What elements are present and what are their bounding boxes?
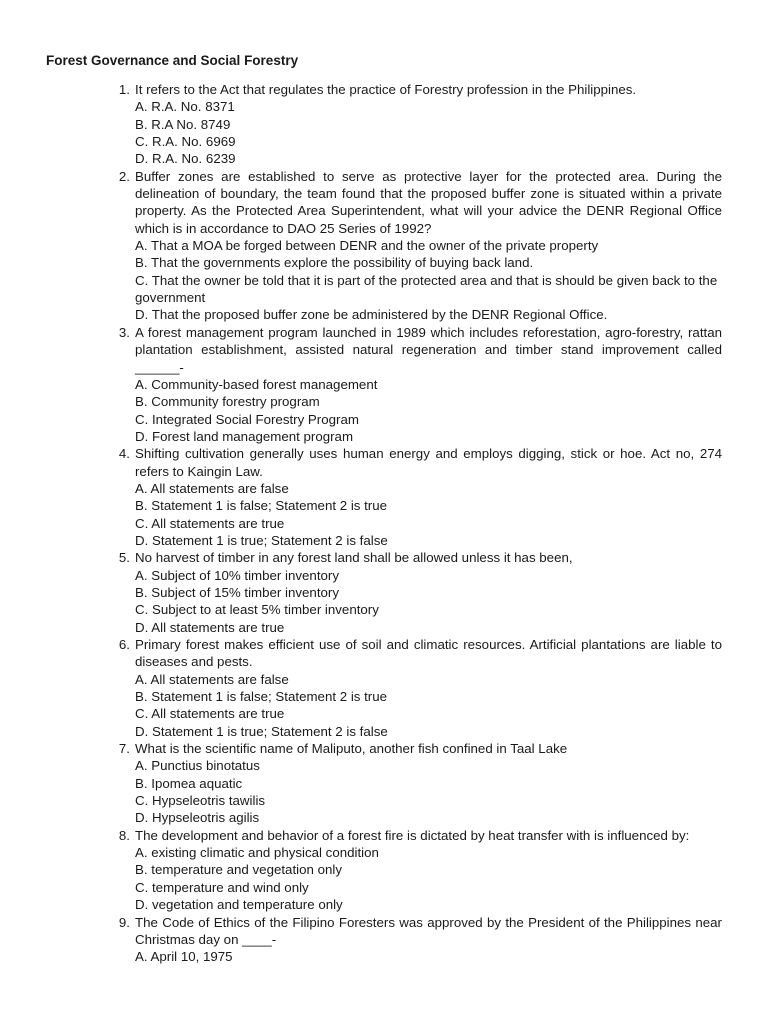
answer-option: A. All statements are false [135, 671, 289, 687]
answer-option: A. Punctius binotatus [135, 758, 260, 774]
question-text: A forest management program launched in 1989 which includes reforestation, agro-forestry, rattan plantation establishment, assisted natural regeneration and timber stand improvement called ______- [135, 324, 722, 375]
answer-option: D. Hypseleotris agilis [135, 810, 260, 826]
question-list [0, 81, 768, 966]
answer-option: B. Subject of 15% timber inventory [135, 584, 339, 600]
question-item [0, 324, 768, 445]
answer-option: C. Integrated Social Forestry Program [135, 411, 359, 427]
answer-option: C. Hypseleotris tawilis [135, 793, 266, 809]
question-number: 8. [118, 827, 130, 843]
question-item [0, 168, 768, 324]
answer-option: A. All statements are false [135, 480, 289, 496]
answer-option: C. R.A. No. 6969 [135, 134, 236, 150]
question-number: 7. [118, 741, 130, 757]
question-item [0, 549, 768, 636]
answer-option: C. All statements are true [135, 706, 285, 722]
question-item [0, 740, 768, 827]
answer-option: C. Subject to at least 5% timber inventory [135, 602, 379, 618]
question-item [0, 636, 768, 740]
question-number: 6. [118, 637, 130, 652]
document-title: Forest Governance and Social Forestry [46, 53, 299, 68]
question-item [0, 81, 768, 168]
answer-option: A. That a MOA be forged between DENR and the owner of the private property [135, 238, 599, 254]
answer-option: D. R.A. No. 6239 [135, 151, 236, 167]
answer-option: A. April 10, 1975 [135, 949, 233, 965]
question-text: It refers to the Act that regulates the practice of Forestry profession in the Philippines. [135, 82, 637, 97]
answer-option: B. R.A No. 8749 [135, 116, 231, 132]
question-number: 4. [118, 446, 130, 462]
question-number: 5. [118, 550, 130, 566]
answer-option: A. Community-based forest management [135, 376, 378, 392]
question-item [0, 827, 768, 914]
answer-option: C. All statements are true [135, 515, 285, 531]
question-text: Shifting cultivation generally uses human energy and employs digging, stick or hoe. Act no, 274 refers to Kaingin Law. [135, 446, 722, 479]
question-text: Buffer zones are established to serve as protective layer for the protected area. During the delineation of boundary, the team found that the proposed buffer zone is situated within a private property. As the Protected Area Superintendent, what will your advice the DENR Regional Office which is in accordance to DAO 25 Series of 1992? [135, 168, 722, 236]
question-item [0, 445, 768, 549]
question-number: 2. [118, 168, 130, 184]
question-text: Primary forest makes efficient use of soil and climatic resources. Artificial plantations are liable to diseases and pests. [135, 637, 722, 670]
answer-option: C. That the owner be told that it is part of the protected area and that is should be given back to the government [135, 272, 718, 306]
answer-option: B. Statement 1 is false; Statement 2 is true [135, 498, 388, 514]
answer-option: B. temperature and vegetation only [135, 862, 342, 878]
question-item [0, 914, 768, 966]
answer-option: D. Statement 1 is true; Statement 2 is false [135, 723, 388, 739]
answer-option: D. vegetation and temperature only [135, 897, 343, 913]
answer-option: A. existing climatic and physical condition [135, 845, 379, 861]
question-text: What is the scientific name of Maliputo, another fish confined in Taal Lake [135, 741, 568, 757]
question-number: 3. [118, 324, 130, 340]
answer-option: B. Statement 1 is false; Statement 2 is true [135, 689, 388, 705]
question-number: 1. [118, 82, 130, 97]
question-number: 9. [118, 914, 130, 930]
answer-option: C. temperature and wind only [135, 879, 309, 895]
answer-option: D. All statements are true [135, 619, 285, 635]
answer-option: D. Statement 1 is true; Statement 2 is false [135, 532, 388, 548]
question-text: The Code of Ethics of the Filipino Foresters was approved by the President of the Philippines near Christmas day on ____- [135, 914, 722, 947]
question-text: No harvest of timber in any forest land shall be allowed unless it has been, [135, 550, 573, 566]
answer-option: B. Community forestry program [135, 394, 320, 410]
answer-option: D. That the proposed buffer zone be administered by the DENR Regional Office. [135, 307, 608, 323]
answer-option: D. Forest land management program [135, 428, 354, 444]
answer-option: A. R.A. No. 8371 [135, 99, 235, 115]
answer-option: B. Ipomea aquatic [135, 775, 243, 791]
answer-option: A. Subject of 10% timber inventory [135, 567, 339, 583]
question-text: The development and behavior of a forest fire is dictated by heat transfer with is influenced by: [135, 827, 690, 843]
answer-option: B. That the governments explore the possibility of buying back land. [135, 255, 534, 271]
